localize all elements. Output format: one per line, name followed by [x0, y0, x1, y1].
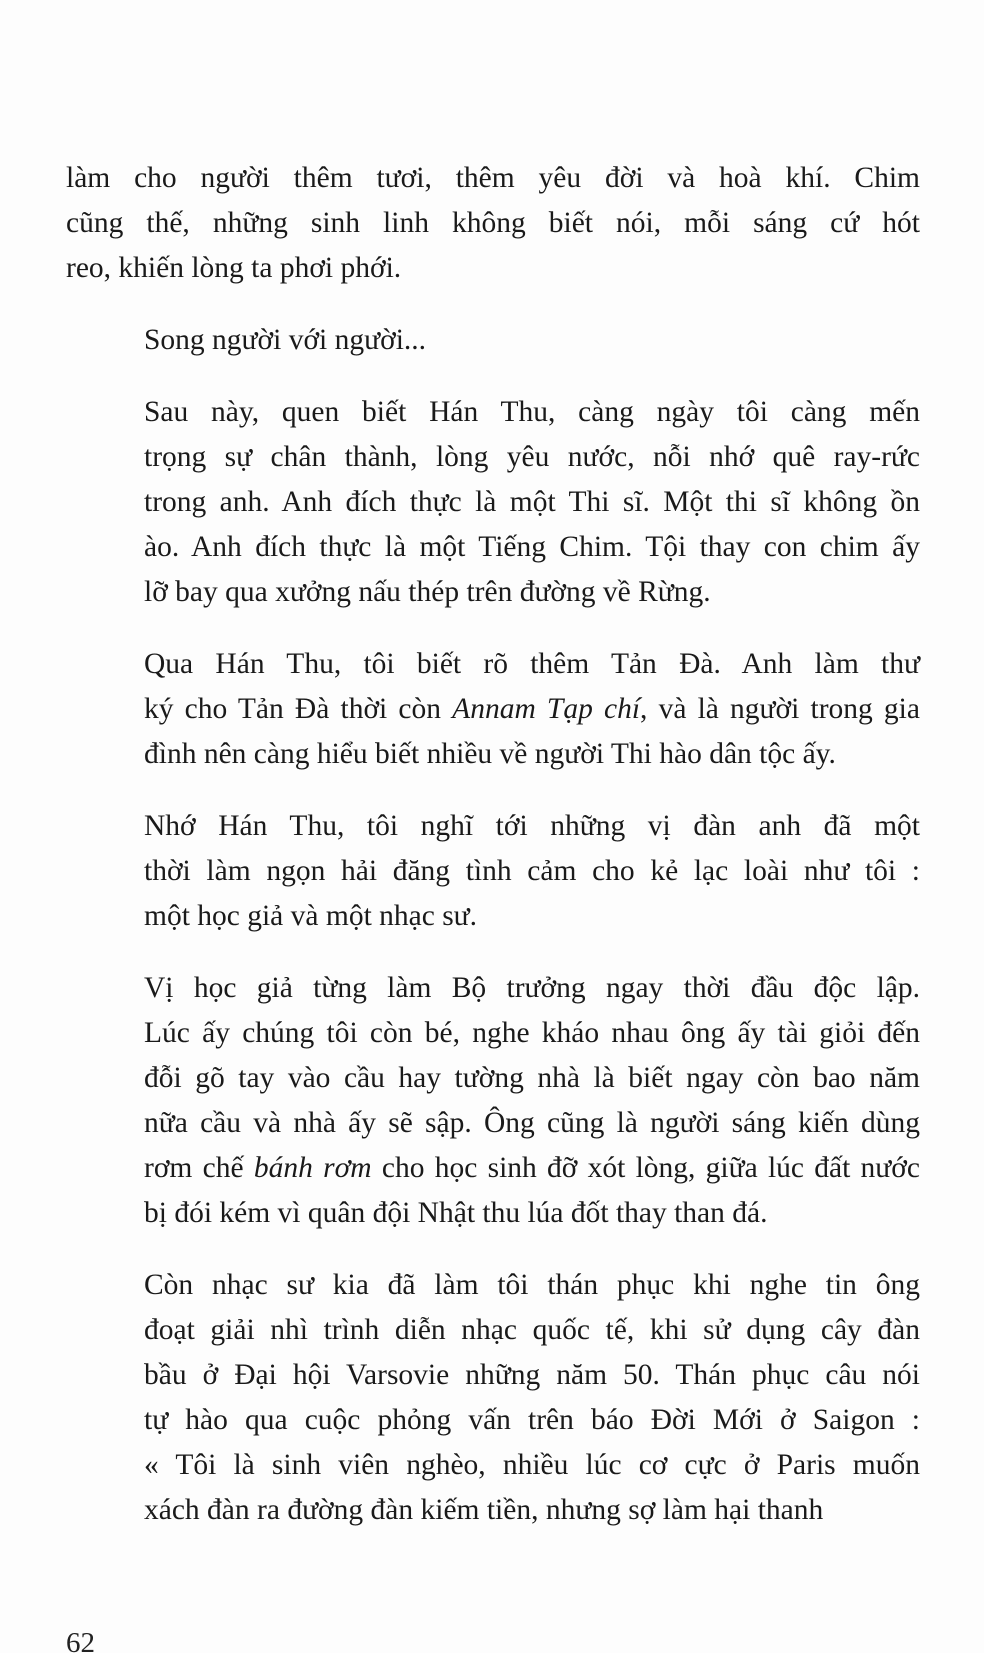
text-line: Còn nhạc sư kia đã làm tôi thán phục khi nghe tin ông	[144, 1269, 920, 1301]
text-line: lỡ bay qua xưởng nấu thép trên đường về Rừng.	[144, 576, 711, 608]
text-line: Sau này, quen biết Hán Thu, càng ngày tôi càng mến	[144, 396, 920, 428]
text-line: ào. Anh đích thực là một Tiếng Chim. Tội thay con chim ấy	[144, 531, 920, 563]
text-line: reo, khiến lòng ta phơi phới.	[66, 252, 402, 284]
text-line: trọng sự chân thành, lòng yêu nước, nỗi nhớ quê ray-rức	[144, 441, 920, 473]
text-line: Qua Hán Thu, tôi biết rõ thêm Tản Đà. Anh làm thư	[144, 648, 920, 680]
text-line: làm cho người thêm tươi, thêm yêu đời và hoà khí. Chim	[66, 162, 920, 194]
text-line: nữa cầu và nhà ấy sẽ sập. Ông cũng là người sáng kiến dùng	[144, 1107, 920, 1139]
italic-title: Annam Tạp chí	[452, 693, 641, 725]
text-line: Song người với người...	[144, 324, 427, 356]
text-line: rơm chế bánh rơm cho học sinh đỡ xót lòng, giữa lúc đất nước	[144, 1152, 920, 1184]
text-line: « Tôi là sinh viên nghèo, nhiều lúc cơ cực ở Paris muốn	[144, 1449, 920, 1481]
paragraph	[66, 318, 920, 363]
paragraph	[66, 390, 920, 615]
paragraph	[66, 966, 920, 1236]
text-line: đình nên càng hiểu biết nhiều về người Thi hào dân tộc ấy.	[144, 738, 836, 770]
text-line: Vị học giả từng làm Bộ trưởng ngay thời đầu độc lập.	[144, 972, 920, 1004]
text-line: tự hào qua cuộc phỏng vấn trên báo Đời Mới ở Saigon :	[144, 1404, 920, 1436]
text-line: ký cho Tản Đà thời còn Annam Tạp chí, và là người trong gia	[144, 693, 920, 725]
text-line: cũng thế, những sinh linh không biết nói, mỗi sáng cứ hót	[66, 207, 920, 239]
text-line: Lúc ấy chúng tôi còn bé, nghe kháo nhau ông ấy tài giỏi đến	[144, 1017, 920, 1049]
text-line: trong anh. Anh đích thực là một Thi sĩ. Một thi sĩ không ồn	[144, 486, 920, 518]
body-text	[66, 156, 920, 1560]
text-line: bị đói kém vì quân đội Nhật thu lúa đốt thay than đá.	[144, 1197, 768, 1229]
paragraph	[66, 1263, 920, 1533]
text-line: đỗi gõ tay vào cầu hay tường nhà là biết ngay còn bao năm	[144, 1062, 920, 1094]
paragraph	[66, 156, 920, 291]
text-line: Nhớ Hán Thu, tôi nghĩ tới những vị đàn anh đã một	[144, 810, 920, 842]
text-line: bầu ở Đại hội Varsovie những năm 50. Thán phục câu nói	[144, 1359, 920, 1391]
text-line: đoạt giải nhì trình diễn nhạc quốc tế, khi sử dụng cây đàn	[144, 1314, 920, 1346]
text-line: thời làm ngọn hải đăng tình cảm cho kẻ lạc loài như tôi :	[144, 855, 920, 887]
paragraph	[66, 642, 920, 777]
text-line: một học giả và một nhạc sư.	[144, 900, 478, 932]
text-line: xách đàn ra đường đàn kiếm tiền, nhưng sợ làm hại thanh	[144, 1494, 824, 1526]
italic-title: bánh rơm	[253, 1152, 372, 1184]
page-number: 62	[66, 1627, 95, 1659]
paragraph	[66, 804, 920, 939]
